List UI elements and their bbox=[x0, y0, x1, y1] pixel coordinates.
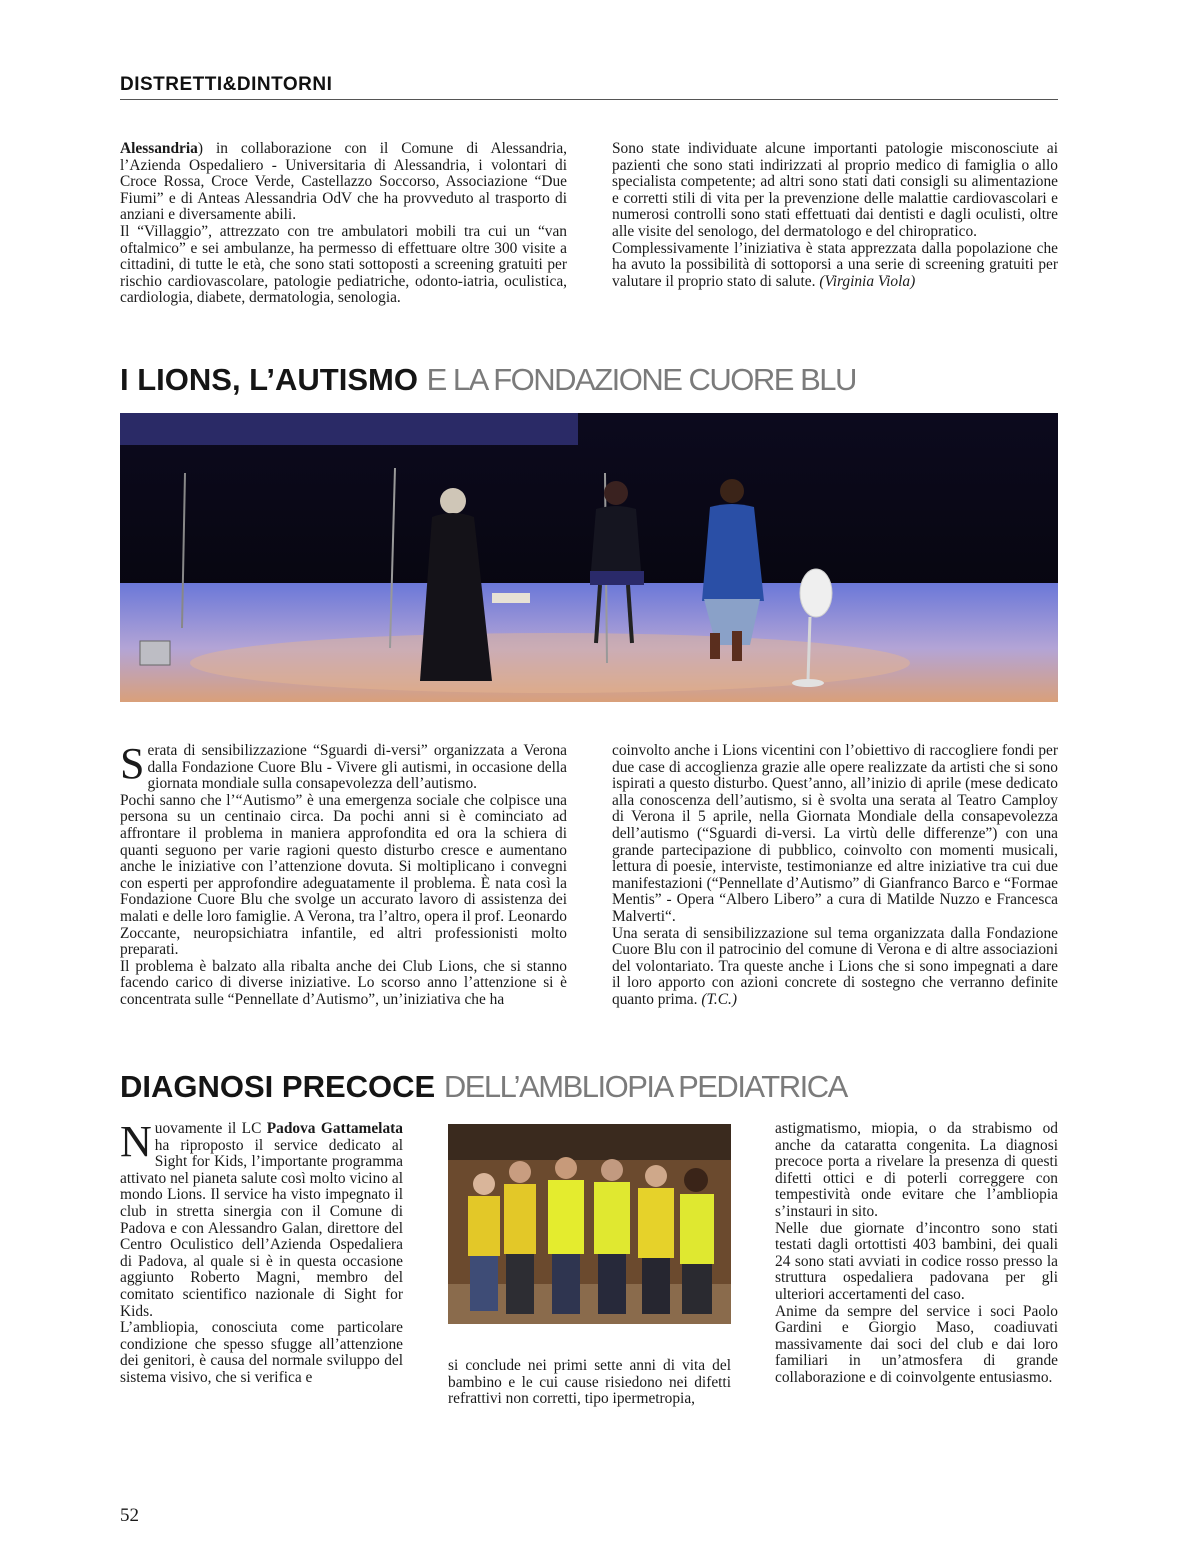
article3-right-paragraph-2: Nelle due giornate d’incontro sono stati testati dagli ortottisti 403 bambini, dei quali 24 sono stati avviati in codice rosso presso la struttura ospedaliera padovana per gli ulteriori accertamenti del caso. bbox=[775, 1219, 1058, 1303]
speaker-2-skirt bbox=[590, 571, 644, 585]
article2-title-bold: I LIONS, L’AUTISMO bbox=[120, 362, 418, 397]
article2-left-paragraph-3: Il problema è balzato alla ribalta anche dei Club Lions, che si stanno facendo carico di diverse iniziative. Lo scorso anno l’attenzione si è concentrata sulle “Pennellate d’Autismo”, un’iniziativa che ha bbox=[120, 957, 567, 1008]
article3-left-paragraph bbox=[120, 1117, 403, 1320]
speaker-3-body bbox=[702, 504, 764, 601]
person bbox=[548, 1157, 584, 1314]
speaker-3-boot bbox=[732, 631, 742, 661]
article2-right-paragraph: coinvolto anche i Lions vicentini con l’obiettivo di raccogliere fondi per due case di accoglienza grazie alle opere realizzate da artisti che si sono ispirati a questo disturbo. Quest’anno, all’inizio di aprile (mese dedicato alla conoscenza dell’autismo, si è svolta una serata al Teatro Camploy di Verona il 5 aprile, nella Giornata Mondiale della consapevolezza dell’autismo (“Sguardi di-versi. La virtù delle differenze”) con una grande partecipazione di pubblico, coinvolto con momenti musicali, lettura di poesie, interviste, testimonianze ed altre iniziative tra cui due manifestazioni (“Pennellate d’Autismo” di Gianfranco Barco e “Formae Mentis” - Opera “Albero Libero” a cura di Matilde Nuzzo e Francesca Malverti“. bbox=[612, 742, 1058, 925]
speaker-1-head bbox=[440, 488, 466, 514]
white-stool-base bbox=[792, 679, 824, 687]
article3-left-column bbox=[120, 1117, 403, 1387]
article2-left-column bbox=[120, 739, 567, 1009]
group-photo bbox=[448, 1124, 731, 1324]
article1-right-paragraph: Sono state individuate alcune importanti patologie misconosciute ai pazienti che sono stati indirizzati al proprio medico di famiglia o allo specialista competente; ad altri sono stati dati consigli su alimentazione e corretti stili di vita per la prevenzione delle malattie cardiovascolari e numerosi controlli sono stati effettuati dai dentisti e dagli oculisti, oltre alle visite del senologo, del dermatologo e del chiropratico. bbox=[612, 140, 1058, 240]
article3-left-text-a: uovamente il LC bbox=[154, 1120, 267, 1137]
person bbox=[594, 1159, 630, 1314]
article1-left-paragraph-2: Il “Villaggio”, attrezzato con tre ambulatori mobili tra cui un “van oftalmico” e sei ambulanze, ha permesso di effettuare oltre 300 visite a cittadini, di tutte le età, che sono stati sottoposti a screening gratuiti per rischio cardiovascolare, patologie pediatriche, odonto-iatria, oculistica, cardiologia, diabete, dermatologia, senologia. bbox=[120, 222, 567, 307]
speaker-1-notes bbox=[492, 593, 530, 603]
article3-title-light: DELL’AMBLIOPIA PEDIATRICA bbox=[443, 1069, 847, 1104]
article2-left-paragraph-2: Pochi sanno che l’“Autismo” è una emergenza sociale che colpisce una persona su un centinaio circa. Da pochi anni si è cominciato ad affrontare il problema in maniera approfondita ed ora la schiera di quanti seguono per varie ragioni questo disturbo cresce e aumentano anche le iniziative con l’attenzione dovuta. Si moltiplicano i convegni con esperti per approfondire adeguatamente il problema. È nata così la Fondazione Cuore Blu che svolge un accurato lavoro di assistenza dei malati e delle loro famiglie. A Verona, tra l’altro, opera il prof. Leonardo Zoccante, neuropsichiatra infantile, ed altri professionisti molto preparati. bbox=[120, 791, 567, 959]
speaker-2-head bbox=[604, 481, 628, 505]
article3-headline bbox=[120, 1069, 847, 1105]
article1-left-paragraph bbox=[120, 141, 567, 224]
section-label: DISTRETTI&DINTORNI bbox=[120, 74, 333, 95]
article2-left-text: erata di sensibilizzazione “Sguardi di-versi” organizzata a Verona dalla Fondazione Cuore Blu - Vivere gli autismi, in occasione della giornata mondiale sulla consapevolezza dell’autismo. bbox=[147, 742, 567, 793]
speaker-3-head bbox=[720, 479, 744, 503]
header-rule bbox=[120, 99, 1058, 100]
article3-right-paragraph-3: Anime da sempre del service i soci Paolo Gardini e Giorgio Maso, coadiuvati massivamente dai soci del club e dai loro familiari in un’atmosfera di grande collaborazione e di coinvolgente entusiasmo. bbox=[775, 1302, 1058, 1386]
page-number: 52 bbox=[120, 1505, 139, 1526]
article3-middle-column bbox=[448, 1358, 731, 1408]
speaker-3-boot bbox=[710, 633, 720, 659]
article3-dropcap: N bbox=[120, 1117, 152, 1166]
article3-right-column bbox=[775, 1121, 1058, 1387]
article2-right-text: Una serata di sensibilizzazione sul tema organizzata dalla Fondazione Cuore Blu con il patrocinio del comune di Verona e di altre associazioni del volontariato. Tra queste anche i Lions che si sono impegnati a dare il loro apporto con azioni concrete di sostegno che verranno definite quanto prima. bbox=[612, 924, 1058, 1008]
article3-middle-paragraph: si conclude nei primi sette anni di vita del bambino e le cui cause risiedono nei difetti refrattivi non corretti, tipo ipermetropia, bbox=[448, 1357, 731, 1408]
article1-left-column bbox=[120, 141, 567, 307]
article1-right-text: Complessivamente l’iniziativa è stata apprezzata dalla popolazione che ha avuto la possibilità di sottoporsi a una serie di screening gratuiti per valutare il proprio stato di salute. bbox=[612, 239, 1058, 290]
article2-dropcap: S bbox=[120, 739, 145, 788]
article3-left-text-b: ha riproposto il service dedicato al Sight for Kids, l’importante programma attivato nel pianeta salute così molto vicino al mondo Lions. Il service ha visto impegnato il club in stretta sinergia con il Comune di Padova e con Alessandro Galan, direttore del Centro Oculistico dell’Azienda Ospedaliera di Padova, al quale si è in questa occasione aggiunto Roberto Magni, membro del comitato scientifico nazionale di Sight for Kids. bbox=[120, 1136, 403, 1320]
article1-right-column bbox=[612, 141, 1058, 290]
projection-screen bbox=[120, 413, 578, 445]
article3-left-paragraph-2: L’ambliopia, conosciuta come particolare condizione che spesso sfugge all’attenzione dei genitori, è causa del normale sviluppo del sistema visivo, che si verifica e bbox=[120, 1319, 403, 1386]
article3-club-name: Padova Gattamelata bbox=[266, 1120, 403, 1137]
article2-title-light: E LA FONDAZIONE CUORE BLU bbox=[426, 362, 856, 397]
article1-signature: (Virginia Viola) bbox=[819, 272, 916, 290]
group-photo-ceiling bbox=[448, 1124, 731, 1160]
article2-right-column bbox=[612, 743, 1058, 1009]
white-stool-leg bbox=[808, 617, 810, 681]
stage-spotlight bbox=[140, 641, 170, 665]
article1-lead-city: Alessandria bbox=[120, 140, 198, 157]
article2-left-paragraph bbox=[120, 739, 567, 793]
stage-photo bbox=[120, 413, 1058, 702]
article3-right-paragraph: astigmatismo, miopia, o da strabismo od anche da cataratta congenita. La diagnosi precoce porta a rivelare la presenza di questi difetti ottici e di poterli correggere con tempestività onde evitare che l’ambliopia s’instauri in sito. bbox=[775, 1120, 1058, 1220]
article3-title-bold: DIAGNOSI PRECOCE bbox=[120, 1069, 436, 1104]
article2-right-paragraph-2 bbox=[612, 926, 1058, 1009]
white-stool-seat bbox=[800, 569, 832, 617]
article1-right-paragraph-2 bbox=[612, 241, 1058, 291]
article2-headline bbox=[120, 362, 856, 398]
article1-left-text: ) in collaborazione con il Comune di Alessandria, l’Azienda Ospedaliero - Universitaria di Alessandria, i volontari di Croce Rossa, Croce Verde, Castellazzo Soccorso, Associazione “Due Fiumi” e di Anteas Alessandria OdV che ha provveduto al trasporto di anziani e diversamente abili. bbox=[120, 140, 567, 224]
article2-signature: (T.C.) bbox=[701, 990, 737, 1008]
